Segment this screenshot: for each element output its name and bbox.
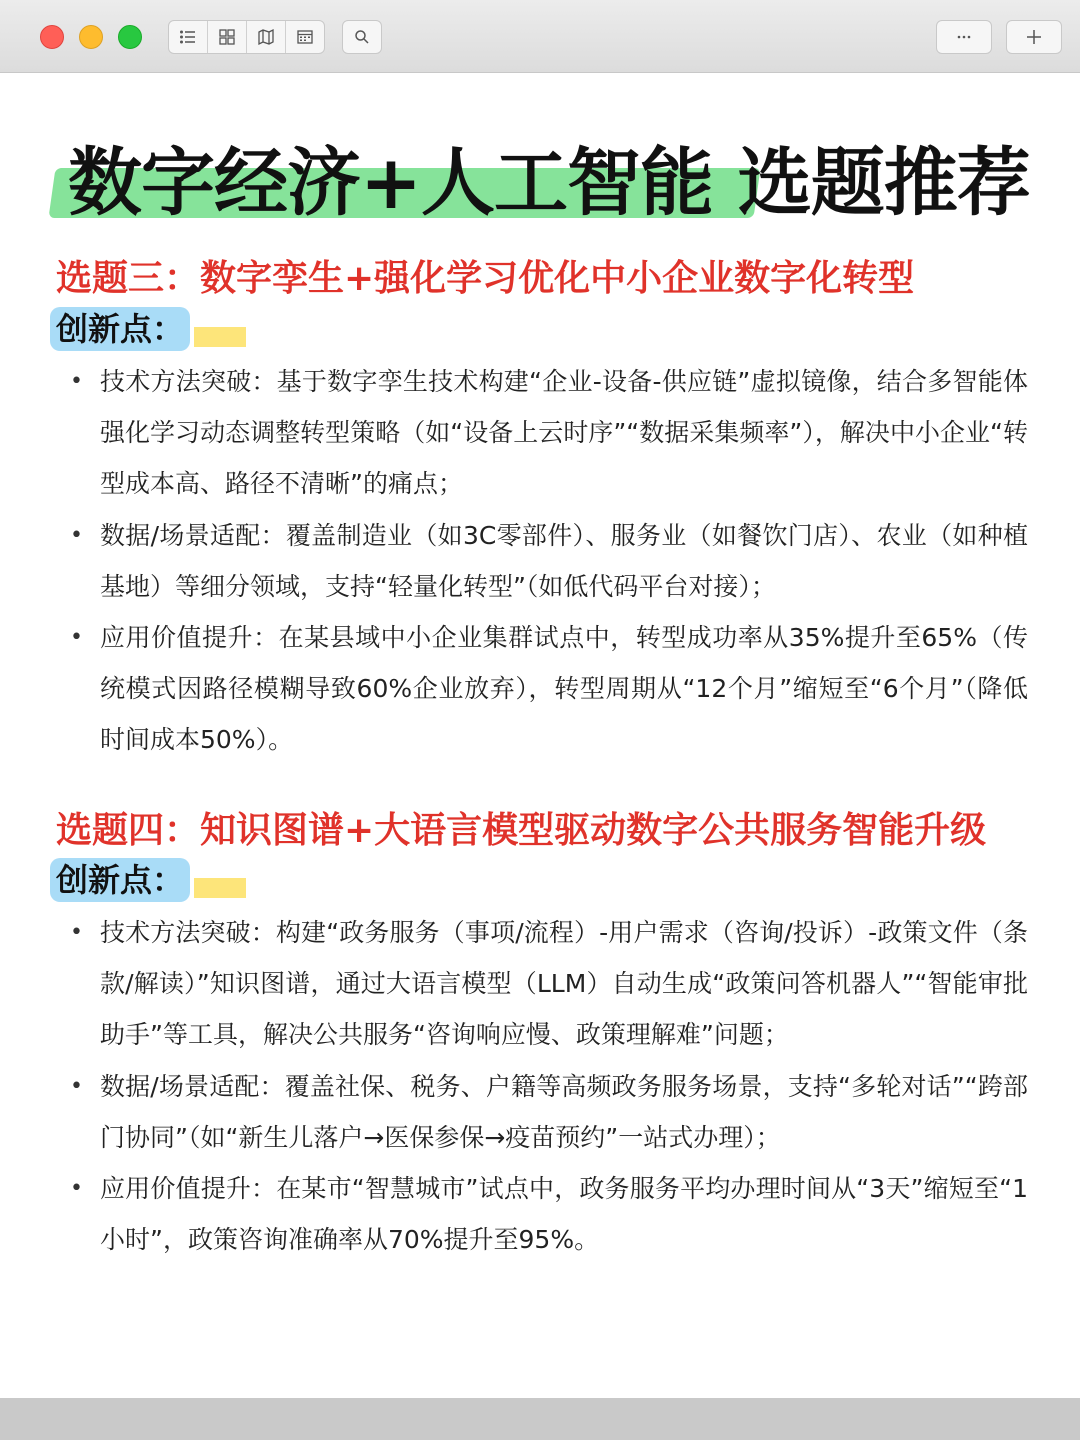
plus-icon — [1025, 28, 1043, 46]
search-toolbar — [342, 20, 382, 54]
section-title-4: 选题四：知识图谱+大语言模型驱动数字公共服务智能升级 — [56, 810, 987, 851]
hero-title-highlighted: 数字经济+人工智能 — [68, 140, 714, 226]
grid-icon — [218, 28, 236, 46]
list-item: • 应用价值提升：在某县域中小企业集群试点中，转型成功率从35%提升至65%（传统模式因路径模糊导致60%企业放弃），转型周期从“12个月”缩短至“6个月”（降低时间成本50%）。 — [70, 612, 1028, 766]
list-item: • 数据/场景适配：覆盖社保、税务、户籍等高频政务服务场景，支持“多轮对话”“跨部门协同”（如“新生儿落户→医保参保→疫苗预约”一站式办理）； — [70, 1061, 1028, 1163]
map-icon — [257, 28, 275, 46]
section-title-3: 选题三：数字孪生+强化学习优化中小企业数字化转型 — [56, 258, 915, 299]
add-button[interactable] — [1006, 20, 1062, 54]
list-view-button[interactable] — [169, 21, 208, 53]
hero-title — [48, 120, 1038, 228]
minimize-window-button[interactable] — [79, 25, 103, 49]
list-item: • 技术方法突破：基于数字孪生技术构建“企业-设备-供应链”虚拟镜像，结合多智能体强化学习动态调整转型策略（如“设备上云时序”“数据采集频率”），解决中小企业“转型成本高、路径不清晰”的痛点； — [70, 356, 1028, 510]
section-4-bullets — [70, 907, 1028, 1265]
bottom-bar — [0, 1398, 1080, 1440]
tag-highlight-mark — [194, 327, 246, 347]
section-3-bullets — [70, 356, 1028, 766]
search-icon — [353, 28, 371, 46]
tag-highlight-mark — [194, 878, 246, 898]
view-mode-toolbar — [168, 20, 325, 54]
zoom-window-button[interactable] — [118, 25, 142, 49]
search-button[interactable] — [343, 21, 381, 53]
innovation-tag-label: 创新点： — [50, 858, 190, 902]
list-icon — [179, 28, 197, 46]
close-window-button[interactable] — [40, 25, 64, 49]
hero-title-rest: 选题推荐 — [737, 140, 1030, 226]
more-options-button[interactable] — [936, 20, 992, 54]
map-view-button[interactable] — [247, 21, 286, 53]
ellipsis-icon — [955, 28, 973, 46]
list-item: • 应用价值提升：在某市“智慧城市”试点中，政务服务平均办理时间从“3天”缩短至“1小时”，政策咨询准确率从70%提升至95%。 — [70, 1163, 1028, 1265]
hero-title-text — [68, 124, 1030, 230]
innovation-tag-4 — [50, 858, 246, 902]
list-item: • 数据/场景适配：覆盖制造业（如3C零部件）、服务业（如餐饮门店）、农业（如种植基地）等细分领域，支持“轻量化转型”（如低代码平台对接）； — [70, 510, 1028, 612]
innovation-tag-3 — [50, 307, 246, 351]
calendar-view-button[interactable] — [286, 21, 324, 53]
window-titlebar — [0, 0, 1080, 73]
innovation-tag-label: 创新点： — [50, 307, 190, 351]
grid-view-button[interactable] — [208, 21, 247, 53]
list-item: • 技术方法突破：构建“政务服务（事项/流程）-用户需求（咨询/投诉）-政策文件（条款/解读）”知识图谱，通过大语言模型（LLM）自动生成“政策问答机器人”“智能审批助手”等工具，解决公共服务“咨询响应慢、政策理解难”问题； — [70, 907, 1028, 1061]
calendar-icon — [296, 28, 314, 46]
